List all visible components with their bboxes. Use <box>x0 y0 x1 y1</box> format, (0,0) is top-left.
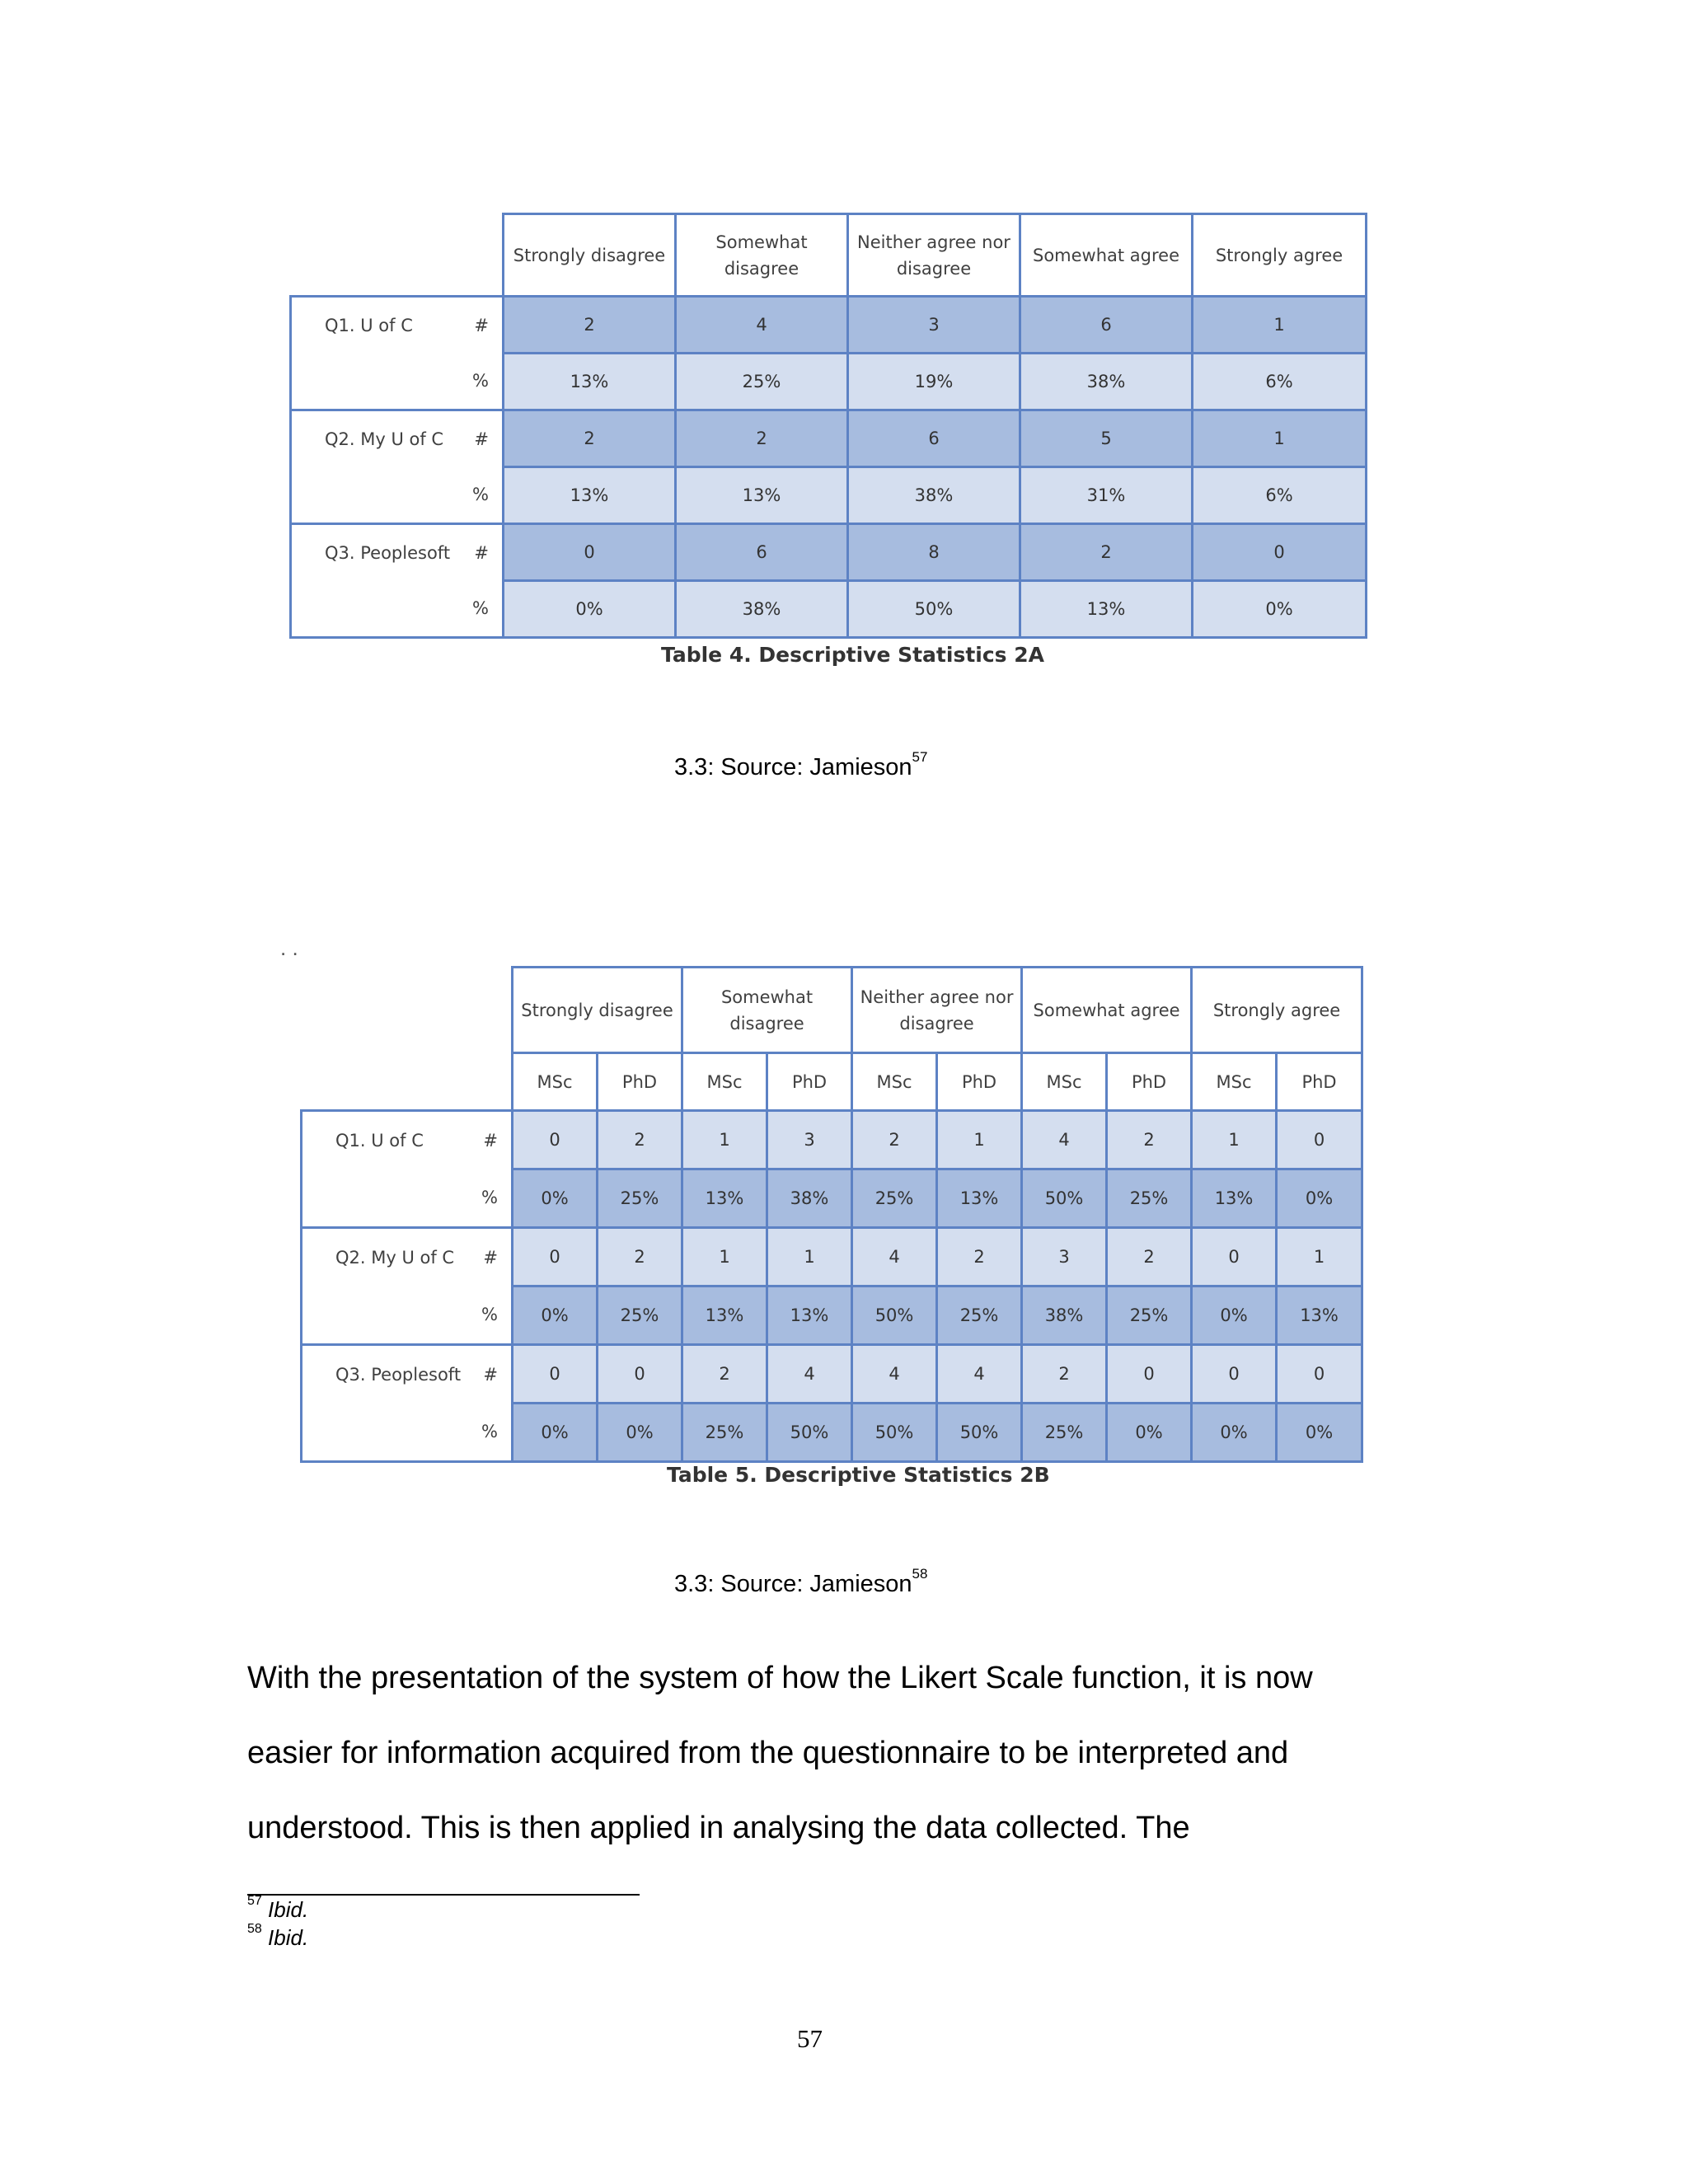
table-cell: 13% <box>1192 1169 1277 1228</box>
page-number: 57 <box>797 2024 823 2053</box>
table-cell: 13% <box>676 467 848 524</box>
table-cell: 2 <box>1107 1111 1192 1169</box>
table-cell: 0 <box>1277 1345 1362 1404</box>
table-cell: 6% <box>1193 354 1367 410</box>
table-cell: 1 <box>1193 297 1367 354</box>
body-line: easier for information acquired from the questionnaire to be interpreted and <box>247 1736 1289 1770</box>
table-cell: 6 <box>676 524 848 581</box>
table-cell: 25% <box>937 1286 1022 1345</box>
table-corner <box>302 968 513 1053</box>
table-row <box>302 1286 1362 1345</box>
table-cell: 38% <box>1022 1286 1107 1345</box>
table-cell: 0% <box>1107 1404 1192 1462</box>
percent-symbol: % <box>291 581 504 638</box>
header-neither: Neither agree nor disagree <box>852 968 1022 1053</box>
count-symbol: # <box>474 542 489 563</box>
table-cell: 0 <box>1277 1111 1362 1169</box>
percent-symbol: % <box>291 354 504 410</box>
table-cell: 0% <box>1277 1404 1362 1462</box>
source-citation-1 <box>674 749 928 781</box>
table-row <box>291 410 1367 467</box>
source-text: 3.3: Source: Jamieson <box>674 1571 912 1597</box>
table-cell: 3 <box>767 1111 852 1169</box>
table-cell: 50% <box>848 581 1020 638</box>
table-cell: 2 <box>852 1111 937 1169</box>
table-cell: 50% <box>767 1404 852 1462</box>
table-cell: 13% <box>504 467 676 524</box>
table-cell: 0 <box>1192 1228 1277 1286</box>
header-somewhat-disagree: Somewhat disagree <box>682 968 852 1053</box>
table-cell: 50% <box>937 1404 1022 1462</box>
footnote-number: 57 <box>247 1894 262 1908</box>
table-cell: 4 <box>937 1345 1022 1404</box>
header-strongly-disagree: Strongly disagree <box>504 214 676 297</box>
body-paragraph <box>247 1641 1434 1866</box>
table-row <box>291 581 1367 638</box>
subheader-phd: PhD <box>1107 1053 1192 1111</box>
table-cell: 2 <box>1022 1345 1107 1404</box>
table-cell: 0% <box>513 1169 598 1228</box>
table-cell: 13% <box>682 1169 767 1228</box>
table-cell: 0 <box>504 524 676 581</box>
table-cell: 3 <box>848 297 1020 354</box>
table-cell: 0% <box>1192 1286 1277 1345</box>
table-cell: 13% <box>1020 581 1193 638</box>
count-symbol: # <box>474 315 489 335</box>
table-cell: 31% <box>1020 467 1193 524</box>
table-cell: 2 <box>1020 524 1193 581</box>
table-row <box>291 524 1367 581</box>
table-cell: 38% <box>1020 354 1193 410</box>
table-cell: 4 <box>767 1345 852 1404</box>
count-symbol: # <box>483 1364 498 1385</box>
table-row <box>291 467 1367 524</box>
table-4-caption: Table 4. Descriptive Statistics 2A <box>661 643 1044 667</box>
table-cell: 19% <box>848 354 1020 410</box>
table-cell: 0% <box>598 1404 682 1462</box>
subheader-phd: PhD <box>767 1053 852 1111</box>
table-cell: 2 <box>937 1228 1022 1286</box>
table-row <box>291 354 1367 410</box>
footnote-ref: 57 <box>912 749 928 765</box>
table-cell: 25% <box>1107 1169 1192 1228</box>
table-cell: 25% <box>1022 1404 1107 1462</box>
table-row <box>302 1169 1362 1228</box>
subheader-msc: MSc <box>1022 1053 1107 1111</box>
subheader-phd: PhD <box>1277 1053 1362 1111</box>
table-cell: 6% <box>1193 467 1367 524</box>
table-cell: 50% <box>1022 1169 1107 1228</box>
table-cell: 2 <box>598 1111 682 1169</box>
table-cell: 1 <box>767 1228 852 1286</box>
table-cell: 2 <box>504 410 676 467</box>
header-somewhat-disagree: Somewhat disagree <box>676 214 848 297</box>
table-cell: 1 <box>1193 410 1367 467</box>
table-cell: 0% <box>513 1404 598 1462</box>
table-cell: 50% <box>852 1286 937 1345</box>
table-5-caption: Table 5. Descriptive Statistics 2B <box>667 1463 1050 1487</box>
table-4 <box>289 213 1367 639</box>
footnote-58 <box>247 1922 309 1951</box>
body-line: understood. This is then applied in analysing the data collected. The <box>247 1811 1190 1845</box>
table-cell: 4 <box>676 297 848 354</box>
subheader-msc: MSc <box>1192 1053 1277 1111</box>
table-cell: 1 <box>1192 1111 1277 1169</box>
header-strongly-agree: Strongly agree <box>1192 968 1362 1053</box>
table-row <box>291 297 1367 354</box>
question-label: Q1. U of C <box>325 315 413 335</box>
table-cell: 1 <box>937 1111 1022 1169</box>
question-label: Q2. My U of C <box>325 429 444 449</box>
table-cell: 2 <box>598 1228 682 1286</box>
body-line: With the presentation of the system of how the Likert Scale function, it is now <box>247 1661 1313 1695</box>
count-symbol: # <box>483 1130 498 1151</box>
table-cell: 38% <box>676 581 848 638</box>
table-cell: 0 <box>513 1345 598 1404</box>
table-cell: 0 <box>1192 1345 1277 1404</box>
table-cell: 0 <box>598 1345 682 1404</box>
footnote-text: Ibid. <box>268 1925 309 1950</box>
table-cell: 2 <box>682 1345 767 1404</box>
footnote-divider <box>247 1894 640 1896</box>
subheader-phd: PhD <box>937 1053 1022 1111</box>
footnote-text: Ibid. <box>268 1897 309 1922</box>
table-cell: 4 <box>852 1345 937 1404</box>
table-cell: 13% <box>682 1286 767 1345</box>
table-cell: 2 <box>1107 1228 1192 1286</box>
table-cell: 5 <box>1020 410 1193 467</box>
header-neither: Neither agree nor disagree <box>848 214 1020 297</box>
header-somewhat-agree: Somewhat agree <box>1020 214 1193 297</box>
table-cell: 4 <box>852 1228 937 1286</box>
header-strongly-disagree: Strongly disagree <box>513 968 682 1053</box>
table-cell: 2 <box>504 297 676 354</box>
table-cell: 25% <box>852 1169 937 1228</box>
table-row <box>302 1404 1362 1462</box>
question-label: Q2. My U of C <box>335 1247 455 1268</box>
table-cell: 0 <box>513 1111 598 1169</box>
header-somewhat-agree: Somewhat agree <box>1022 968 1192 1053</box>
footnote-57 <box>247 1894 309 1923</box>
stray-dots: . . <box>280 935 298 960</box>
subheader-msc: MSc <box>852 1053 937 1111</box>
table-cell: 0 <box>513 1228 598 1286</box>
table-cell: 38% <box>848 467 1020 524</box>
table-corner <box>302 1053 513 1111</box>
table-cell: 13% <box>504 354 676 410</box>
table-cell: 0% <box>1192 1404 1277 1462</box>
question-label: Q3. Peoplesoft <box>335 1364 462 1385</box>
percent-symbol: % <box>302 1169 513 1228</box>
table-cell: 1 <box>682 1228 767 1286</box>
subheader-phd: PhD <box>598 1053 682 1111</box>
table-cell: 25% <box>682 1404 767 1462</box>
table-cell: 25% <box>598 1286 682 1345</box>
table-cell: 25% <box>598 1169 682 1228</box>
percent-symbol: % <box>302 1286 513 1345</box>
table-cell: 13% <box>937 1169 1022 1228</box>
table-cell: 1 <box>682 1111 767 1169</box>
table-cell: 0 <box>1107 1345 1192 1404</box>
count-symbol: # <box>474 429 489 449</box>
table-corner <box>291 214 504 297</box>
table-cell: 3 <box>1022 1228 1107 1286</box>
question-label: Q3. Peoplesoft <box>325 542 451 563</box>
table-cell: 25% <box>1107 1286 1192 1345</box>
percent-symbol: % <box>302 1404 513 1462</box>
table-cell: 6 <box>1020 297 1193 354</box>
subheader-msc: MSc <box>513 1053 598 1111</box>
source-text: 3.3: Source: Jamieson <box>674 754 912 780</box>
table-cell: 0% <box>1277 1169 1362 1228</box>
source-citation-2 <box>674 1566 928 1598</box>
table-cell: 13% <box>1277 1286 1362 1345</box>
subheader-msc: MSc <box>682 1053 767 1111</box>
table-cell: 4 <box>1022 1111 1107 1169</box>
footnote-number: 58 <box>247 1922 262 1936</box>
table-cell: 2 <box>676 410 848 467</box>
table-cell: 38% <box>767 1169 852 1228</box>
table-cell: 0 <box>1193 524 1367 581</box>
table-row <box>302 1111 1362 1169</box>
table-row <box>302 1228 1362 1286</box>
table-cell: 25% <box>676 354 848 410</box>
table-cell: 50% <box>852 1404 937 1462</box>
footnote-ref: 58 <box>912 1566 928 1582</box>
table-5 <box>300 966 1363 1463</box>
table-cell: 1 <box>1277 1228 1362 1286</box>
header-strongly-agree: Strongly agree <box>1193 214 1367 297</box>
question-label: Q1. U of C <box>335 1130 424 1151</box>
table-row <box>302 1345 1362 1404</box>
table-cell: 0% <box>513 1286 598 1345</box>
table-cell: 8 <box>848 524 1020 581</box>
table-cell: 0% <box>1193 581 1367 638</box>
count-symbol: # <box>483 1247 498 1268</box>
table-cell: 6 <box>848 410 1020 467</box>
table-cell: 0% <box>504 581 676 638</box>
percent-symbol: % <box>291 467 504 524</box>
table-cell: 13% <box>767 1286 852 1345</box>
